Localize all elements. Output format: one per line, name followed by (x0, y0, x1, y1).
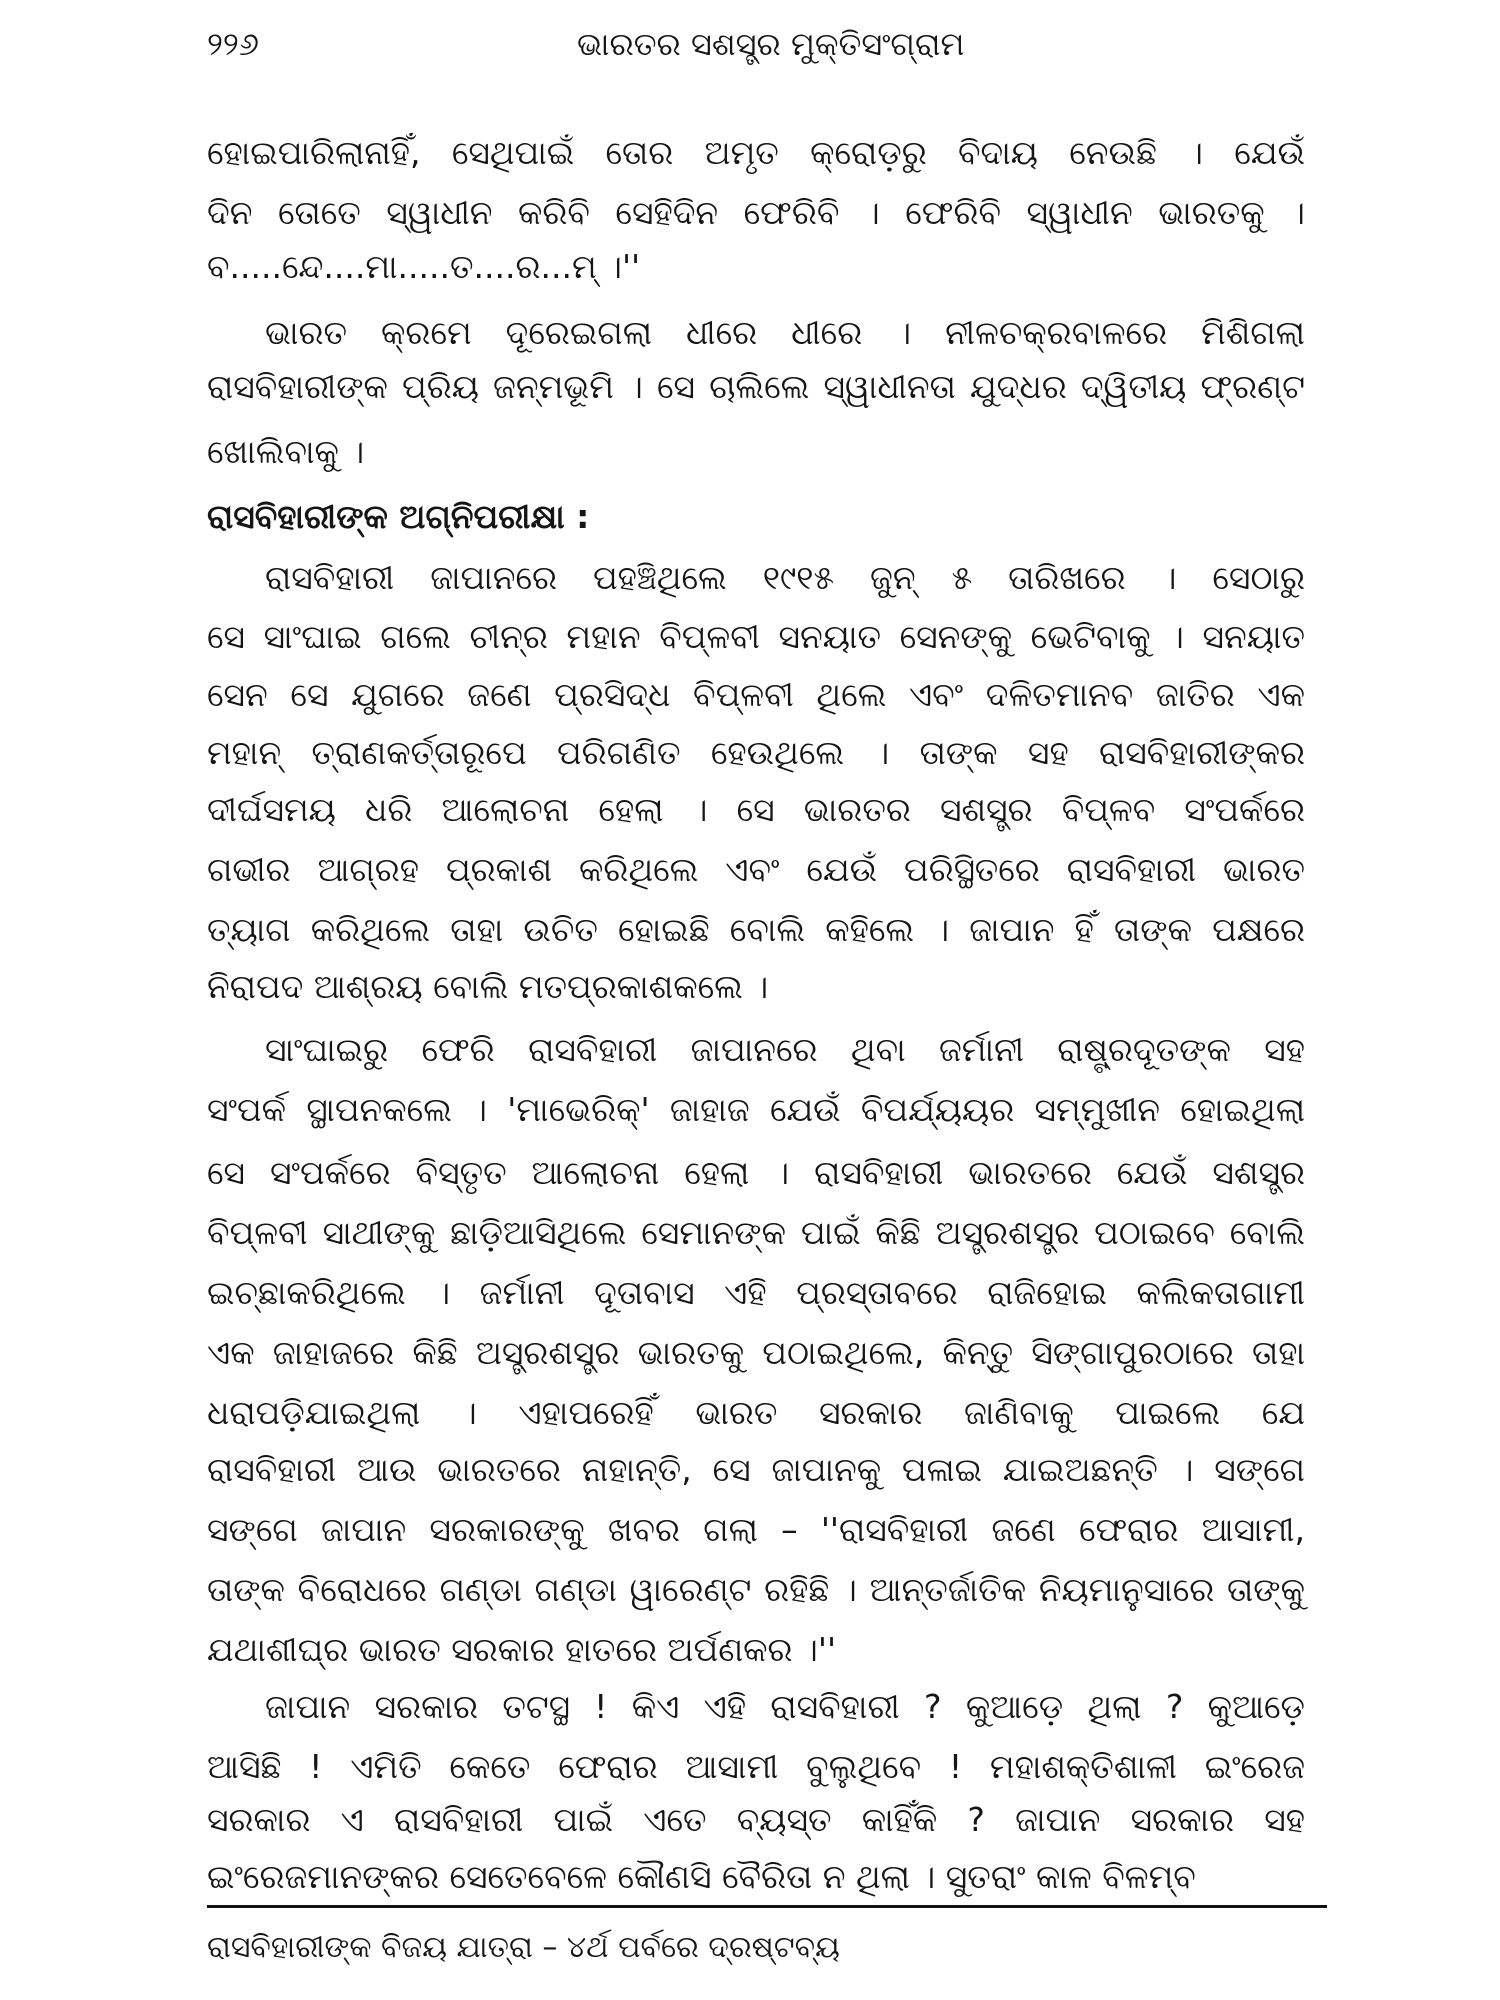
text-line: ରାସବିହାରୀ ଆଉ ଭାରତରେ ନାହାନ୍ତି, ସେ ଜାପାନକୁ ପଳାଇ ଯାଇଅଛନ୍ତି । ସଙ୍ଗେ (207, 1450, 1305, 1489)
text-line: ଦିନ ତୋତେ ସ୍ୱାଧୀନ କରିବି ସେହିଦିନ ଫେରିବି । ଫେରିବି ସ୍ୱାଧୀନ ଭାରତକୁ । (207, 193, 1305, 232)
text-line: ଦୀର୍ଘସମୟ ଧରି ଆଲୋଚନା ହେଲା । ସେ ଭାରତର ସଶସ୍ତ୍ର ବିପ୍ଳବ ସଂପର୍କରେ (207, 790, 1305, 829)
text-line: ହୋଇପାରିଲାନାହିଁ, ସେଥିପାଇଁ ତୋର ଅମୃତ କ୍ରୋଡ଼ରୁ ବିଦାୟ ନେଉଛି । ଯେଉଁ (207, 133, 1305, 172)
text-line: ବ.....ନ୍ଦେ....ମା.....ତ....ର...ମ୍ ।'' (207, 247, 641, 286)
text-line: ସାଂଘାଇରୁ ଫେରି ରାସବିହାରୀ ଜାପାନରେ ଥିବା ଜର୍ମାନୀ ରାଷ୍ଟ୍ରଦୂତଙ୍କ ସହ (265, 1030, 1305, 1069)
text-line: ନିରାପଦ ଆଶ୍ରୟ ବୋଲି ମତପ୍ରକାଶକଲେ । (207, 967, 769, 1006)
text-line: ଗଭୀର ଆଗ୍ରହ ପ୍ରକାଶ କରିଥିଲେ ଏବଂ ଯେଉଁ ପରିସ୍ଥିତରେ ରାସବିହାରୀ ଭାରତ (207, 850, 1305, 889)
text-line: ମହାନ୍ ତ୍ରାଣକର୍ତ୍ତାରୂପେ ପରିଗଣିତ ହେଉଥିଲେ । ତାଙ୍କ ସହ ରାସବିହାରୀଙ୍କର (207, 733, 1305, 772)
text-line: ବିପ୍ଳବୀ ସାଥୀଙ୍କୁ ଛାଡ଼ିଆସିଥିଲେ ସେମାନଙ୍କ ପାଇଁ କିଛି ଅସ୍ତ୍ରଶସ୍ତ୍ର ପଠାଇବେ ବୋଲି (207, 1213, 1305, 1252)
text-line: ସରକାର ଏ ରାସବିହାରୀ ପାଇଁ ଏତେ ବ୍ୟସ୍ତ କାହିଁକି ? ଜାପାନ ସରକାର ସହ (207, 1800, 1305, 1839)
text-line: ସେ ସଂପର୍କରେ ବିସ୍ତୃତ ଆଲୋଚନା ହେଲା । ରାସବିହାରୀ ଭାରତରେ ଯେଉଁ ସଶସ୍ତ୍ର (207, 1153, 1305, 1192)
text-line: ରାସବିହାରୀ ଜାପାନରେ ପହଞ୍ଚିଥିଲେ ୧୯୧୫ ଜୁନ୍ ୫ ତାରିଖରେ । ସେଠାରୁ (265, 558, 1305, 597)
text-line: ଯଥାଶୀଘ୍ର ଭାରତ ସରକାର ହାତରେ ଅର୍ପଣକର ।'' (207, 1630, 837, 1669)
text-line: ଆସିଛି ! ଏମିତି କେତେ ଫେରାର ଆସାମୀ ବୁଲୁଥିବେ ! ମହାଶକ୍ତିଶାଳୀ ଇଂରେଜ (207, 1747, 1305, 1786)
text-line: ଇଂରେଜମାନଙ୍କର ସେତେବେଳେ କୌଣସି ବୈରିତା ନ ଥିଲା । ସୁତରାଂ କାଳ ବିଳମ୍ବ (207, 1857, 1196, 1896)
text-line: ତ୍ୟାଗ କରିଥିଲେ ତାହା ଉଚିତ ହୋଇଛି ବୋଲି କହିଲେ । ଜାପାନ ହିଁ ତାଙ୍କ ପକ୍ଷରେ (207, 910, 1305, 949)
text-line: ସେନ ସେ ଯୁଗରେ ଜଣେ ପ୍ରସିଦ୍ଧ ବିପ୍ଳବୀ ଥିଲେ ଏବଂ ଦଳିତମାନବ ଜାତିର ଏକ (207, 675, 1305, 714)
text-line: ଇଚ୍ଛାକରିଥିଲେ । ଜର୍ମାନୀ ଦୂତାବାସ ଏହି ପ୍ରସ୍ତାବରେ ରାଜିହୋଇ କଲିକତାଗାମୀ (207, 1273, 1305, 1312)
footnote: ରାସବିହାରୀଙ୍କ ବିଜୟ ଯାତ୍ରା – ୪ର୍ଥ ପର୍ବରେ ଦ୍ରଷ୍ଟବ୍ୟ (207, 1930, 840, 1965)
text-line: ଧରାପଡ଼ିଯାଇଥିଲା । ଏହାପରେହିଁ ଭାରତ ସରକାର ଜାଣିବାକୁ ପାଇଲେ ଯେ (207, 1393, 1305, 1432)
text-line: ସଂପର୍କ ସ୍ଥାପନକଲେ । 'ମାଭେରିକ୍' ଜାହାଜ ଯେଉଁ ବିପର୍ଯ୍ୟୟର ସମ୍ମୁଖୀନ ହୋଇଥିଲା (207, 1090, 1305, 1129)
text-line: ଭାରତ କ୍ରମେ ଦୂରେଇଗଲା ଧୀରେ ଧୀରେ । ନୀଳଚକ୍ରବାଳରେ ମିଶିଗଲା (265, 313, 1305, 352)
section-heading: ରାସବିହାରୀଙ୍କ ଅଗ୍ନିପରୀକ୍ଷା : (207, 497, 590, 536)
footnote-divider (207, 1905, 1327, 1908)
page-number: ୨୨୬ (207, 25, 259, 63)
text-line: ରାସବିହାରୀଙ୍କ ପ୍ରିୟ ଜନ୍ମଭୂମି । ସେ ଚାଲିଲେ ସ୍ୱାଧୀନତା ଯୁଦ୍ଧର ଦ୍ୱିତୀୟ ଫ୍ରଣ୍ଟ (207, 367, 1305, 406)
text-line: ସେ ସାଂଘାଇ ଗଲେ ଚୀନ୍‌ର ମହାନ ବିପ୍ଳବୀ ସନୟାତ ସେନଙ୍କୁ ଭେଟିବାକୁ । ସନୟାତ (207, 617, 1305, 656)
text-line: ଏକ ଜାହାଜରେ କିଛି ଅସ୍ତ୍ରଶସ୍ତ୍ର ଭାରତକୁ ପଠାଇଥିଲେ, କିନ୍ତୁ ସିଙ୍ଗାପୁରଠାରେ ତାହା (207, 1333, 1305, 1372)
running-title: ଭାରତର ସଶସ୍ତ୍ର ମୁକ୍ତିସଂଗ୍ରାମ (577, 25, 965, 63)
text-line: ଜାପାନ ସରକାର ତଟସ୍ଥ ! କିଏ ଏହି ରାସବିହାରୀ ? କୁଆଡ଼େ ଥିଲା ? କୁଆଡ଼େ (265, 1687, 1305, 1726)
text-line: ସଙ୍ଗେ ଜାପାନ ସରକାରଙ୍କୁ ଖବର ଗଲା – ''ରାସବିହାରୀ ଜଣେ ଫେରାର ଆସାମୀ, (207, 1510, 1305, 1549)
text-line: ତାଙ୍କ ବିରୋଧରେ ଗଣ୍ଡା ଗଣ୍ଡା ୱାରେଣ୍ଟ ରହିଛି । ଆନ୍ତର୍ଜାତିକ ନିୟମାନୁସାରେ ତାଙ୍କୁ (207, 1570, 1305, 1609)
text-line: ଖୋଲିବାକୁ । (207, 432, 365, 471)
